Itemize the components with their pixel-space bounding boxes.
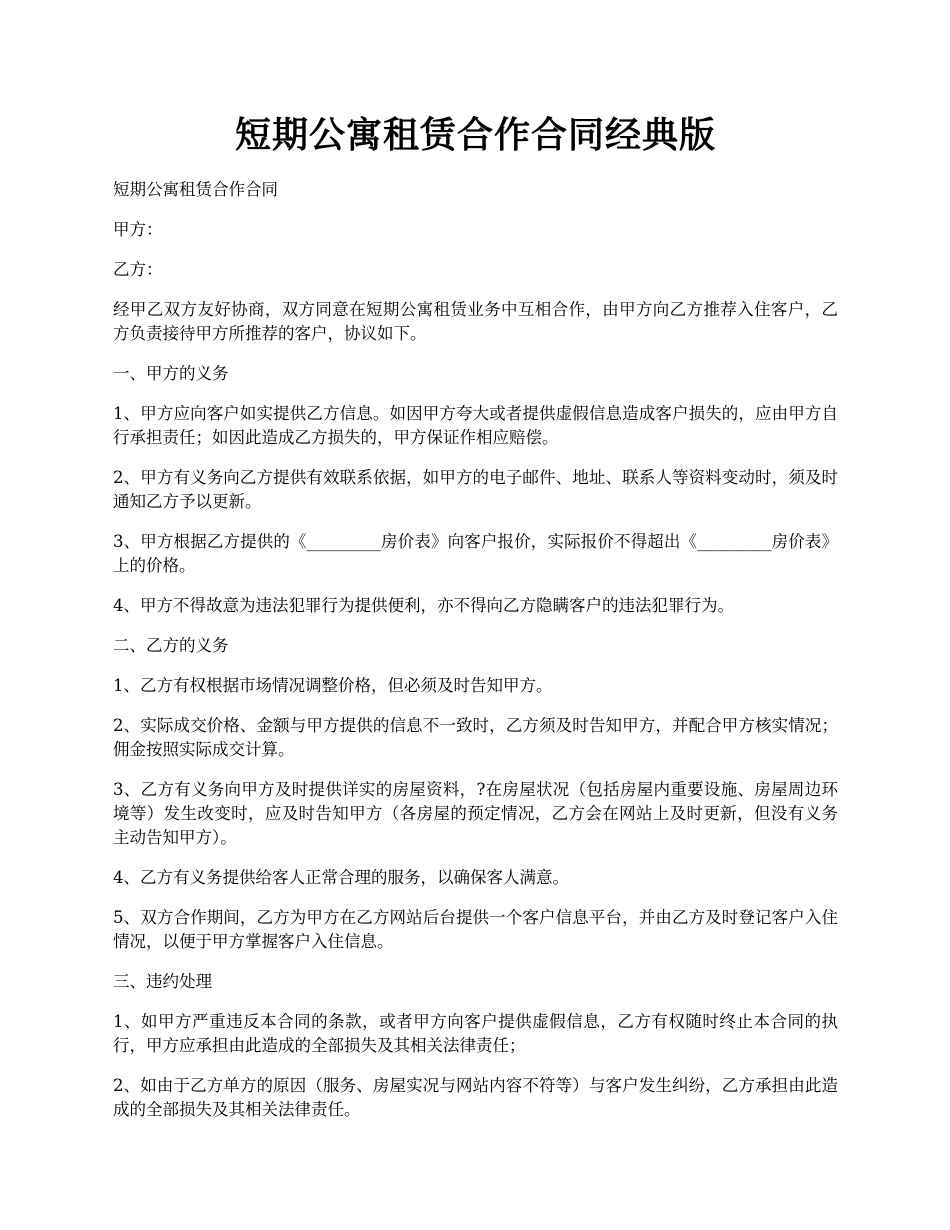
clause-a-4: 4、甲方不得故意为违法犯罪行为提供便利，亦不得向乙方隐瞒客户的违法犯罪行为。	[113, 596, 734, 615]
section-heading-party-a-obligations: 一、甲方的义务	[113, 364, 229, 383]
preamble-paragraph: 经甲乙双方友好协商，双方同意在短期公寓租赁业务中互相合作，由甲方向乙方推荐入住客户，乙方负责接待甲方所推荐的客户，协议如下。	[113, 300, 838, 343]
party-b-line: 乙方：	[113, 260, 163, 279]
clause-b-3: 3、乙方有义务向甲方及时提供详实的房屋资料，?在房屋状况（包括房屋内重要设施、房屋周边环境等）发生改变时，应及时告知甲方（各房屋的预定情况，乙方会在网站上及时更新，但没有义务主动告知甲方）。	[113, 780, 838, 847]
clause-breach-2: 2、如由于乙方单方的原因（服务、房屋实况与网站内容不符等）与客户发生纠纷，乙方承担由此造成的全部损失及其相关法律责任。	[113, 1076, 838, 1119]
clause-breach-1: 1、如甲方严重违反本合同的条款，或者甲方向客户提供虚假信息，乙方有权随时终止本合同的执行，甲方应承担由此造成的全部损失及其相关法律责任；	[113, 1012, 838, 1055]
party-a-line: 甲方：	[113, 220, 163, 239]
clause-b-1: 1、乙方有权根据市场情况调整价格，但必须及时告知甲方。	[113, 676, 553, 695]
clause-a-2: 2、甲方有义务向乙方提供有效联系依据，如甲方的电子邮件、地址、联系人等资料变动时，须及时通知乙方予以更新。	[113, 468, 838, 511]
clause-a-3: 3、甲方根据乙方提供的《_________房价表》向客户报价，实际报价不得超出《_________房价表》上的价格。	[113, 532, 838, 575]
document-body	[113, 178, 838, 1122]
clause-a-1: 1、甲方应向客户如实提供乙方信息。如因甲方夸大或者提供虚假信息造成客户损失的，应由甲方自行承担责任；如因此造成乙方损失的，甲方保证作相应赔偿。	[113, 404, 838, 447]
clause-b-4: 4、乙方有义务提供给客人正常合理的服务，以确保客人满意。	[113, 868, 569, 887]
section-heading-breach: 三、违约处理	[113, 972, 212, 991]
clause-b-5: 5、双方合作期间，乙方为甲方在乙方网站后台提供一个客户信息平台，并由乙方及时登记客户入住情况，以便于甲方掌握客户入住信息。	[113, 908, 838, 951]
document-title: 短期公寓租赁合作合同经典版	[234, 115, 716, 156]
clause-b-2: 2、实际成交价格、金额与甲方提供的信息不一致时，乙方须及时告知甲方，并配合甲方核实情况；佣金按照实际成交计算。	[113, 716, 838, 759]
contract-name: 短期公寓租赁合作合同	[113, 180, 278, 199]
section-heading-party-b-obligations: 二、乙方的义务	[113, 636, 229, 655]
